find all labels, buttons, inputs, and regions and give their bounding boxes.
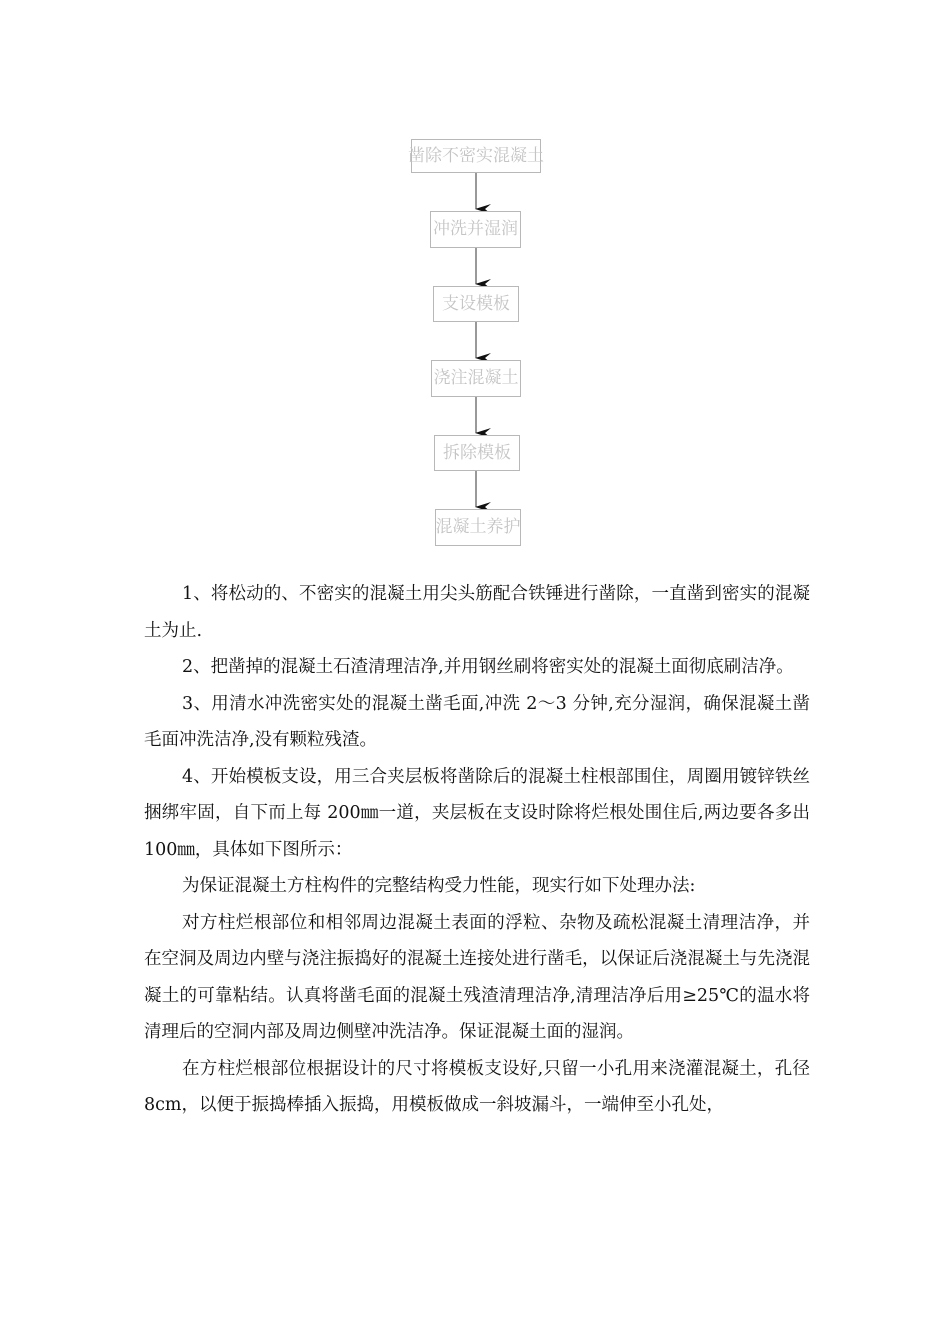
flow-step-2: 冲洗并湿润 (430, 211, 521, 248)
paragraph-step-4: 4、开始模板支设，用三合夹层板将凿除后的混凝土柱根部围住，周圈用镀锌铁丝捆绑牢固，自下而上每 200㎜一道，夹层板在支设时除将烂根处围住后,两边要各多出 100㎜，具体如下图所示： (144, 766, 810, 860)
body-text (144, 576, 810, 1124)
flowchart-arrows (0, 0, 950, 560)
paragraph-formwork: 在方柱烂根部位根据设计的尺寸将模板支设好,只留一小孔用来浇灌混凝土，孔径 8cm，以便于振捣棒插入振捣，用模板做成一斜坡漏斗，一端伸至小孔处， (144, 1058, 810, 1115)
process-flowchart (0, 0, 950, 560)
paragraph-step-3: 3、用清水冲洗密实处的混凝土凿毛面,冲洗 2～3 分钟,充分湿润，确保混凝土凿毛面冲洗洁净,没有颗粒残渣。 (144, 693, 810, 750)
paragraph-step-1: 1、将松动的、不密实的混凝土用尖头筋配合铁锤进行凿除，一直凿到密实的混凝土为止. (144, 584, 810, 641)
flow-step-6: 混凝土养护 (435, 509, 521, 546)
paragraph-step-2: 2、把凿掉的混凝土石渣清理洁净,并用钢丝刷将密实处的混凝土面彻底刷洁净。 (182, 657, 794, 677)
flow-step-1: 凿除不密实混凝土 (411, 139, 541, 173)
flow-step-3: 支设模板 (433, 286, 519, 322)
flow-step-4: 浇注混凝土 (431, 360, 521, 397)
paragraph-cleaning: 对方柱烂根部位和相邻周边混凝土表面的浮粒、杂物及疏松混凝土清理洁净，并在空洞及周边内壁与浇注振捣好的混凝土连接处进行凿毛，以保证后浇混凝土与先浇混凝土的可靠粘结。认真将凿毛面的混凝土残渣清理洁净,清理洁净后用≥25℃的温水将清理后的空洞内部及周边侧壁冲洗洁净。保证混凝土面的湿润。 (144, 912, 810, 1042)
paragraph-intro: 为保证混凝土方柱构件的完整结构受力性能，现实行如下处理办法: (182, 876, 696, 896)
flow-step-5: 拆除模板 (434, 435, 520, 471)
